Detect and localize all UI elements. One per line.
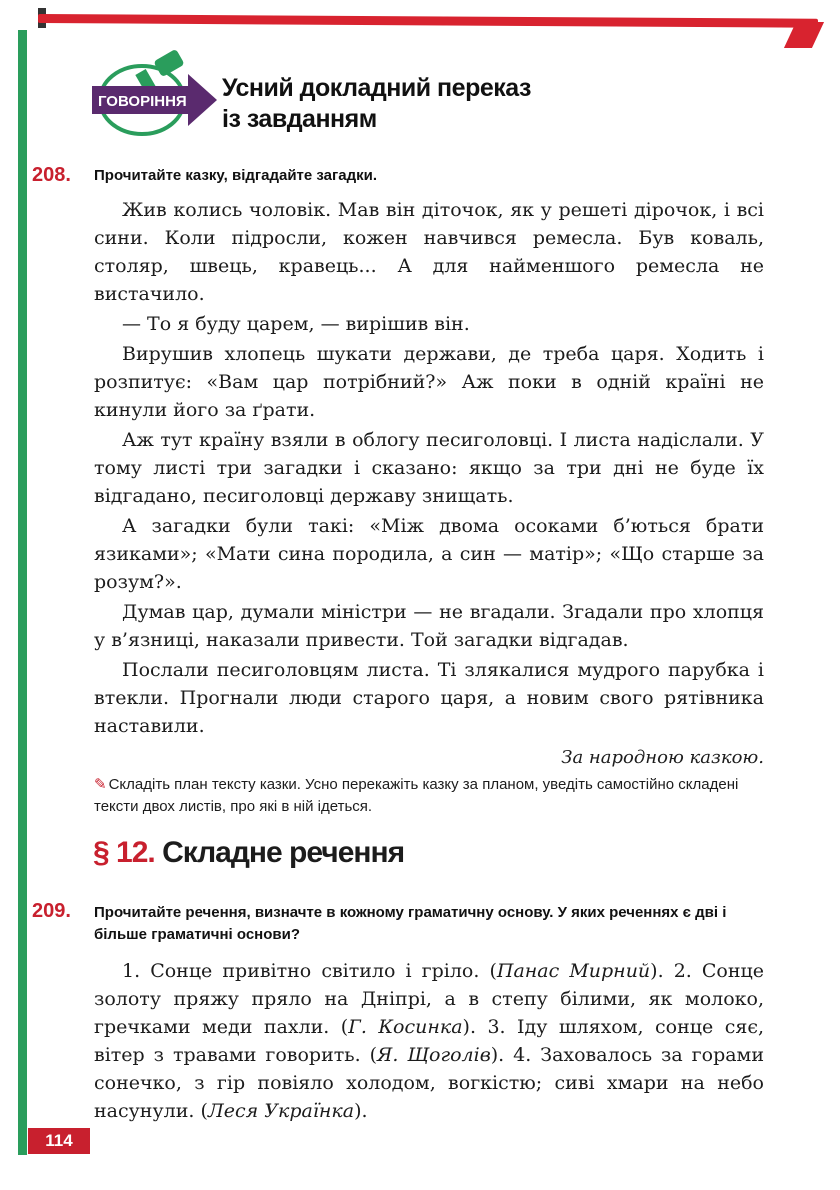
lesson-header-title-line1: Усний докладний переказ: [222, 74, 531, 102]
story-paragraph: Вирушив хлопець шукати держави, де треба царя. Ходить і розпитує: «Вам цар потрібний?» Аж поки в одній країні не кинули його за ґрати.: [94, 343, 764, 421]
sentence-author: Леся Українка: [207, 1100, 355, 1122]
section-title: [93, 836, 404, 870]
lesson-header-title: [222, 73, 582, 135]
top-decor-bar: [38, 14, 818, 28]
sentence-author: Г. Косинка: [348, 1016, 463, 1038]
pencil-icon: ✎: [94, 776, 107, 793]
exercise-209-task: Прочитайте речення, визначте в кожному граматичну основу. У яких реченнях є дві і більше граматичні основи?: [94, 904, 727, 943]
section-number: § 12.: [93, 836, 155, 869]
speaking-badge-label: ГОВОРІННЯ: [98, 93, 187, 110]
page-number: 114: [28, 1128, 90, 1154]
sentence-text: ).: [354, 1100, 368, 1122]
exercise-209-sentences: [94, 957, 764, 1125]
exercise-208-number: 208.: [32, 164, 71, 186]
story-paragraph: Жив колись чоловік. Мав він діточок, як у решеті дірочок, і всі сини. Коли підросли, кожен навчився ремесла. Був коваль, столяр, швець, кравець... А для найменшого ремесла не вистачило.: [94, 199, 764, 305]
story-paragraph: Послали песиголовцям листа. Ті злякалися мудрого парубка і втекли. Прогнали люди старого царя, а новим свого рятівника наставили.: [94, 659, 764, 737]
exercise-209-number: 209.: [32, 900, 71, 922]
section-title-text: Складне речення: [162, 836, 405, 869]
sentence-text: 1. Сонце привітно світило і гріло. (: [122, 960, 497, 982]
story-paragraph: Думав цар, думали міністри — не вгадали. Згадали про хлопця у в’язниці, наказали привести. Той загадки відгадав.: [94, 601, 764, 651]
left-decor-stripe: [18, 30, 27, 1155]
fairy-tale-text: [94, 196, 764, 742]
lesson-header-title-line2: із завданням: [222, 105, 377, 133]
story-paragraph: Аж тут країну взяли в облогу песиголовці. І листа надіслали. У тому листі три загадки і сказано: якщо за три дні не буде їх відгадано, песиголовці державу знищать.: [94, 429, 764, 507]
sentence-text: ). 2. Сонце золоту пряжу пряло на Дніпрі, а в степу білими, як молоко, гречками меди пахли. (: [94, 960, 764, 1038]
sentence-author: Я. Щоголів: [377, 1044, 491, 1066]
story-paragraph: — То я буду царем, — вирішив він.: [122, 313, 470, 335]
story-attribution: За народною казкою.: [561, 747, 764, 768]
story-paragraph: А загадки були такі: «Між двома осоками б’ються брати язиками»; «Мати сина породила, а син — матір»; «Що старше за розум?».: [94, 515, 764, 593]
followup-task-text: Складіть план тексту казки. Усно перекажіть казку за планом, уведіть самостійно складені тексти двох листів, про які в ній ідеться.: [94, 776, 739, 815]
speaking-badge-icon: [92, 48, 217, 140]
sentence-author: Панас Мирний: [496, 960, 651, 982]
exercise-208-task: Прочитайте казку, відгадайте загадки.: [94, 167, 378, 184]
sentence-text: ). 3. Іду шляхом, сонце сяє, вітер з травами говорить. (: [94, 1016, 765, 1066]
sentence-text: ). 4. Заховалось за горами сонечко, з гір повіяло холодом, вогкістю; сиві хмари на небо насунули. (: [94, 1044, 765, 1122]
followup-task: [94, 774, 774, 818]
